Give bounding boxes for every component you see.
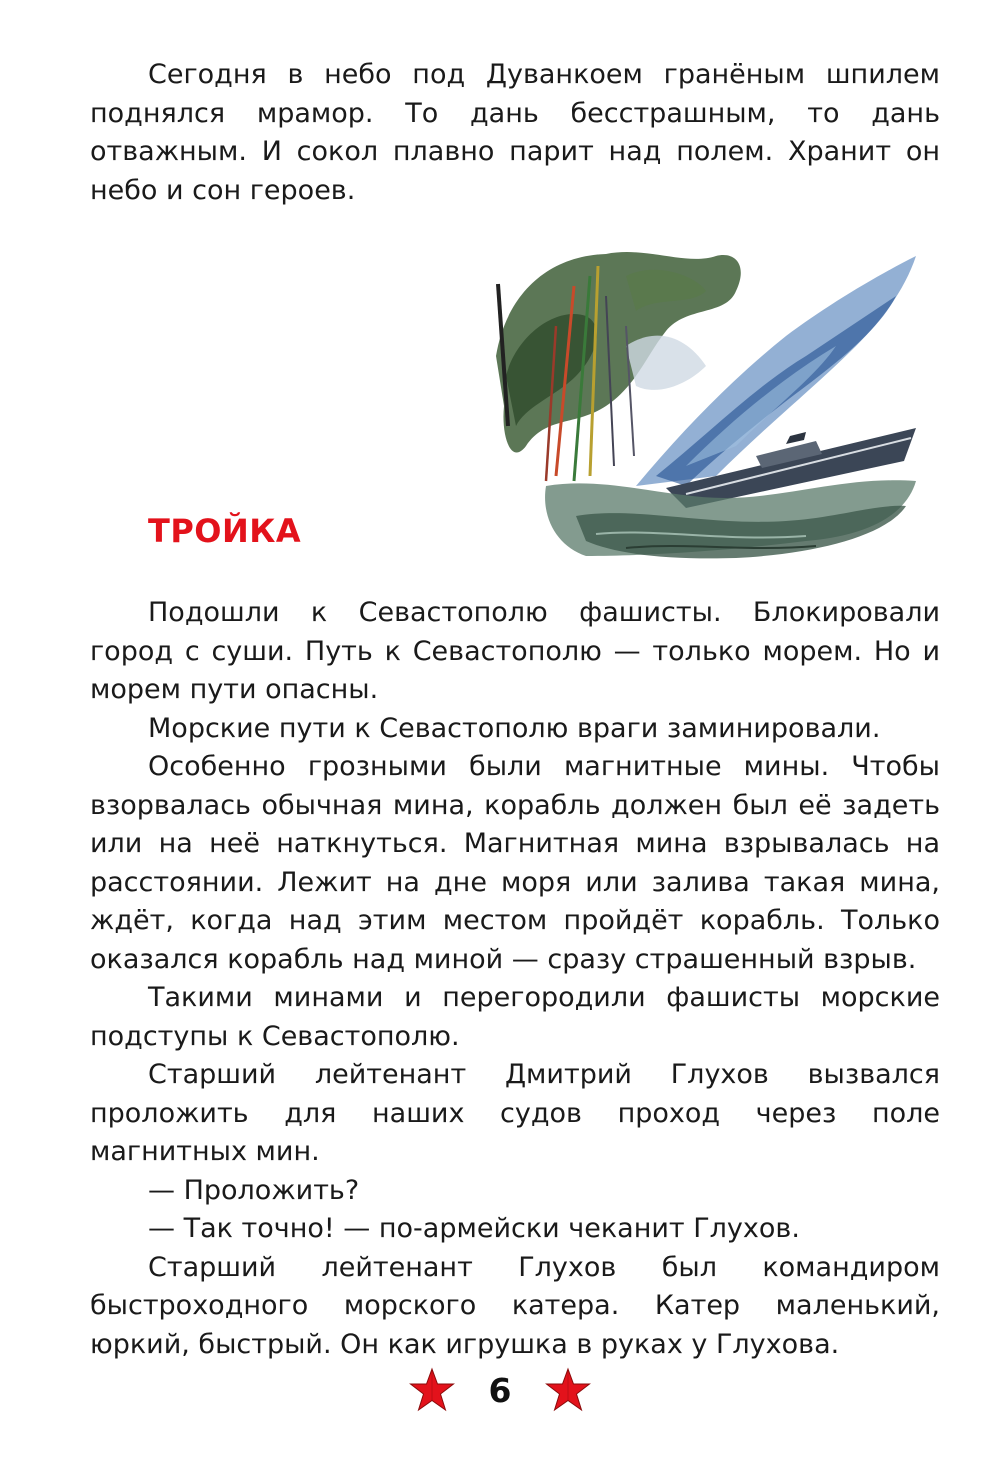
page-number: 6 (488, 1370, 512, 1410)
dialogue-line: — Проложить? (148, 1174, 360, 1206)
chapter-paragraph: Старший лейтенант Глухов был командиром быстроходного морского катера. Катер маленький, юркий, быстрый. Он как игрушка в руках у Глухова. (90, 1251, 940, 1360)
chapter-paragraph: Такими минами и перегородили фашисты морские подступы к Севастополю. (90, 982, 940, 1052)
chapter-paragraph: Морские пути к Севастополю враги заминировали. (148, 712, 881, 744)
red-star-icon (409, 1367, 455, 1413)
explosion-boat-illustration (486, 236, 946, 566)
page-footer (0, 1362, 1000, 1418)
chapter-title: ТРОЙКА (148, 512, 302, 550)
red-star-icon (545, 1367, 591, 1413)
chapter-paragraph: Особенно грозными были магнитные мины. Чтобы взорвалась обычная мина, корабль должен был её задеть или на неё наткнуться. Магнитная мина взрывалась на расстоянии. Лежит на дне моря или залива такая мина, ждёт, когда над этим местом пройдёт корабль. Только оказался корабль над миной — сразу страшенный взрыв. (90, 751, 940, 975)
chapter-paragraph: Подошли к Севастополю фашисты. Блокировали город с суши. Путь к Севастополю — только морем. Но и морем пути опасны. (90, 597, 940, 705)
chapter-body (90, 594, 940, 1364)
intro-paragraph: Сегодня в небо под Дуванкоем гранёным шпилем поднялся мрамор. То дань бесстрашным, то дань отважным. И сокол плавно парит над полем. Хранит он небо и сон героев. (90, 59, 940, 206)
dialogue-line: — Так точно! — по-армейски чеканит Глухов. (148, 1213, 800, 1244)
chapter-paragraph: Старший лейтенант Дмитрий Глухов вызвался проложить для наших судов проход через поле магнитных мин. (90, 1059, 940, 1167)
